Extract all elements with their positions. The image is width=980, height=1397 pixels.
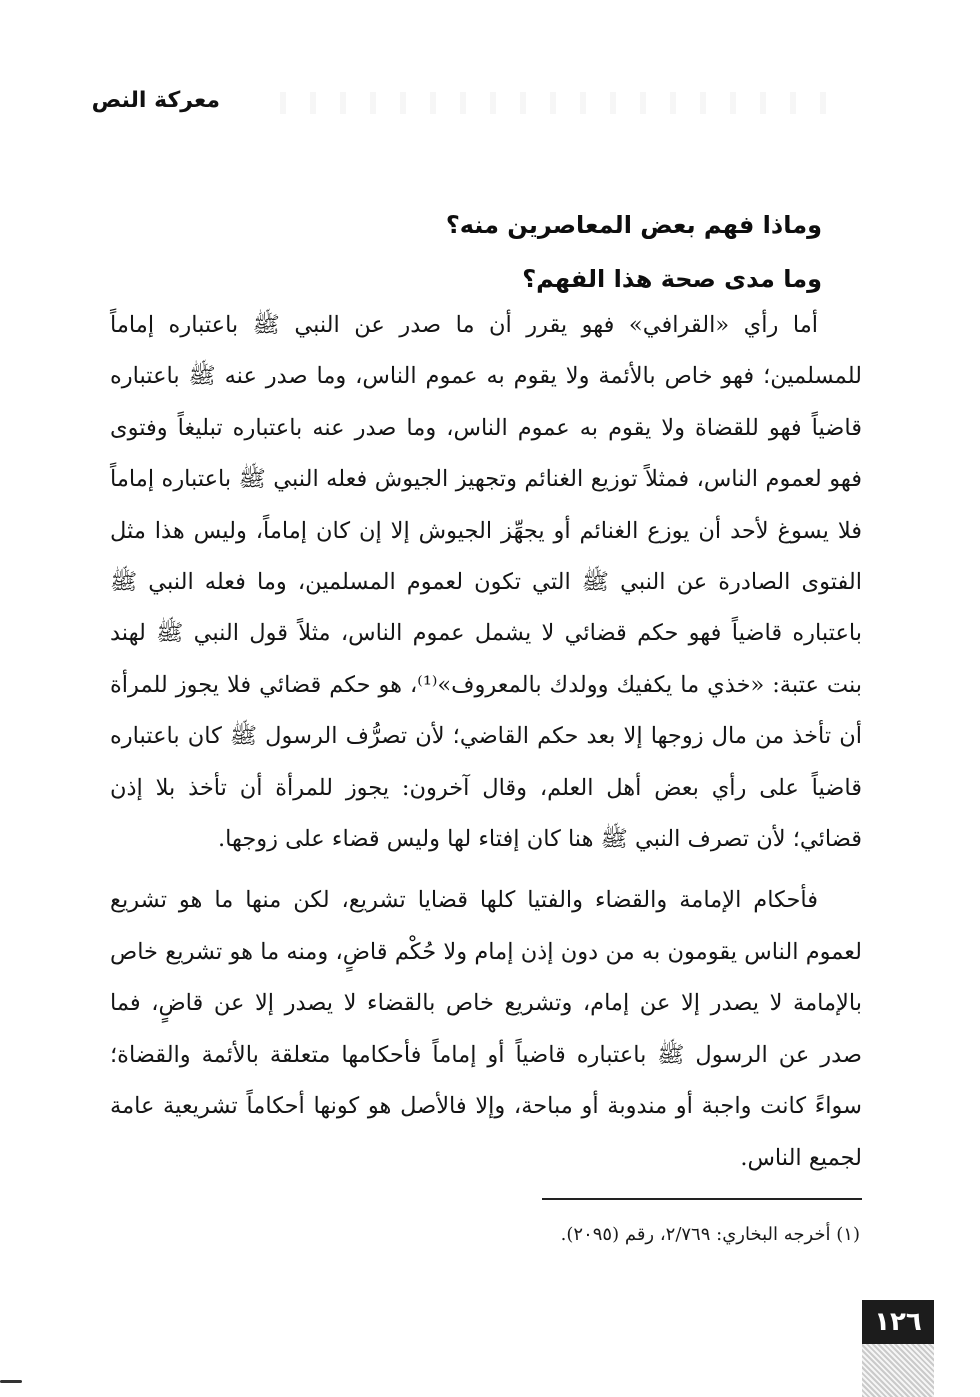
running-title: معركة النص (91, 88, 220, 113)
footnote: (١) أخرجه البخاري: ٢/٧٦٩، رقم (٢٠٩٥). (560, 1224, 860, 1245)
question-heading-1: وماذا فهم بعض المعاصرين منه؟ (445, 211, 822, 239)
margin-mark (0, 1380, 22, 1383)
section-questions (122, 198, 822, 306)
paragraph-1: أما رأي «القرافي» فهو يقرر أن ما صدر عن النبي ﷺ باعتباره إماماً للمسلمين؛ فهو خاص بالأئمة ولا يقوم به عموم الناس، وما صدر عنه ﷺ باعتباره قاضياً فهو للقضاة ولا يقوم به عموم الناس، وما صدر عنه باعتباره تبليغاً وفتوى فهو لعموم الناس، فمثلاً توزيع الغنائم وتجهيز الجيوش فعله النبي ﷺ باعتباره إماماً فلا يسوغ لأحد أن يوزع الغنائم أو يجهِّز الجيوش إلا إن كان إماماً، وليس هذا مثل الفتوى الصادرة عن النبي ﷺ التي تكون لعموم المسلمين، وما فعله النبي ﷺ باعتباره قاضياً فهو حكم قضائي لا يشمل عموم الناس، مثلاً قول النبي ﷺ لهند بنت عتبة: «خذي ما يكفيك وولدك بالمعروف»⁽¹⁾، هو حكم قضائي فلا يجوز للمرأة أن تأخذ من مال زوجها إلا بعد حكم القاضي؛ لأن تصرُّف الرسول ﷺ كان باعتباره قاضياً على رأي بعض أهل العلم، وقال آخرون: يجوز للمرأة أن تأخذ بلا إذن قضائي؛ لأن تصرف النبي ﷺ هنا كان إفتاء لها وليس قضاء على زوجها. (110, 312, 862, 853)
page-number: ١٢٦ (862, 1300, 934, 1344)
corner-scan-noise (862, 1344, 934, 1397)
header-scan-noise (280, 92, 840, 114)
paragraph-2: فأحكام الإمامة والقضاء والفتيا كلها قضايا تشريع، لكن منها ما هو تشريع لعموم الناس يقومون به من دون إذن إمام ولا حُكْم قاضٍ، ومنه ما هو تشريع خاص بالإمامة لا يصدر إلا عن إمام، وتشريع خاص بالقضاء لا يصدر إلا عن قاضٍ، فما صدر عن الرسول ﷺ باعتباره قاضياً أو إماماً فأحكامها متعلقة بالأئمة والقضاة؛ سواءً كانت واجبة أو مندوبة أو مباحة، وإلا فالأصل هو كونها أحكاماً تشريعية عامة لجميع الناس. (110, 887, 862, 1171)
question-heading-2: وما مدى صحة هذا الفهم؟ (522, 265, 822, 293)
footnote-divider (542, 1198, 862, 1200)
main-text (110, 300, 862, 1184)
